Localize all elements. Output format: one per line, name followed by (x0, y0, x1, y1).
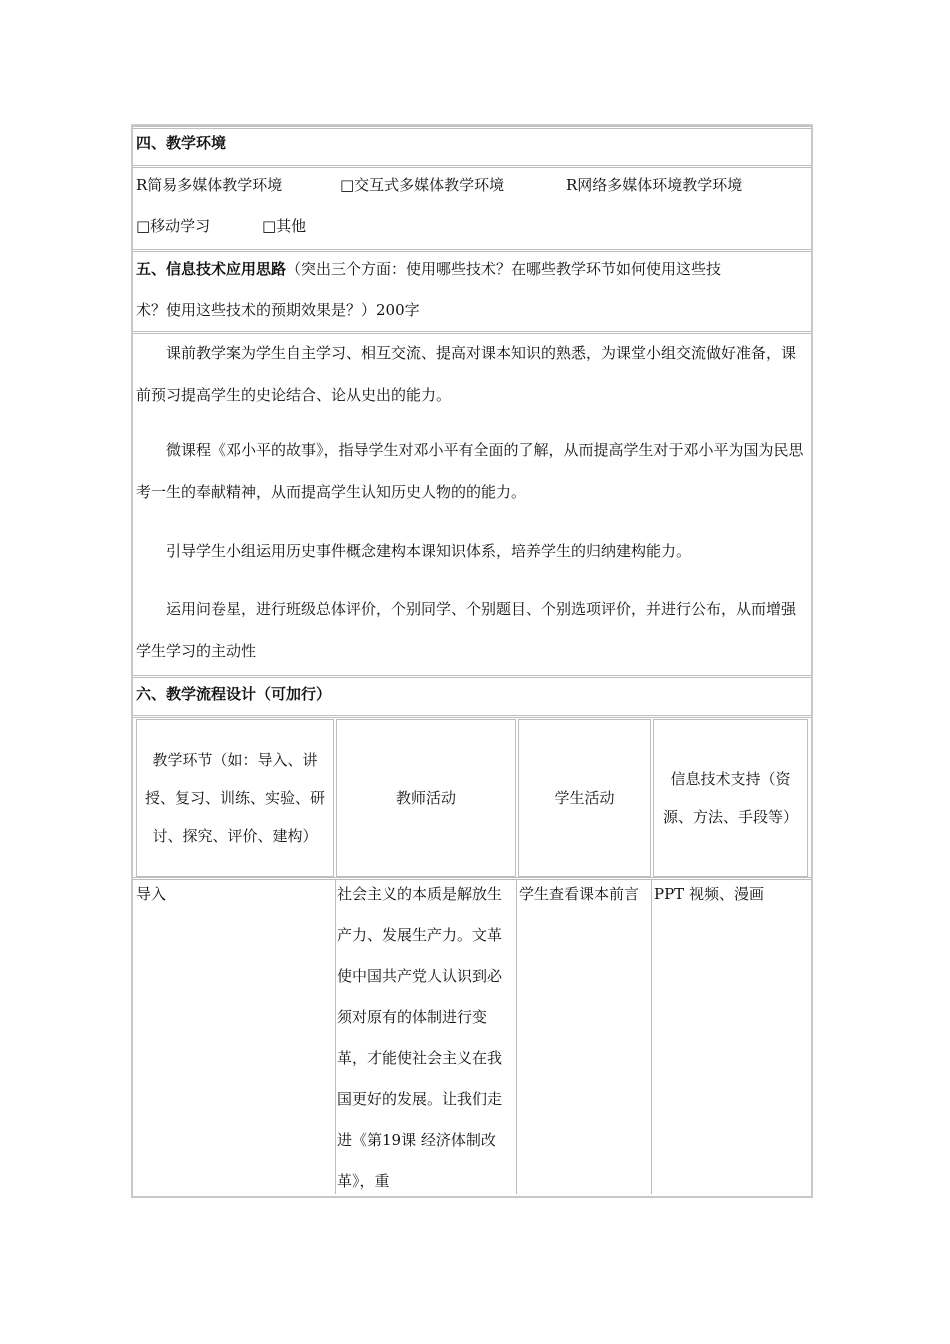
header-step (136, 719, 334, 877)
env-option-other[interactable]: □其他 (262, 217, 307, 235)
env-option-simple[interactable]: R简易多媒体教学环境 (136, 176, 283, 194)
paragraph-3: 引导学生小组运用历史事件概念建构本课知识体系，培养学生的归纳建构能力。 (166, 542, 692, 560)
section-divider (133, 126, 811, 129)
section-divider (133, 165, 811, 168)
column-divider (335, 880, 336, 1194)
section5-note-line2: 术？使用这些技术的预期效果是？）200字 (136, 301, 420, 319)
table-cell-student: 学生查看课本前言 (519, 885, 640, 903)
table-cell-teacher: 社会主义的本质是解放生产力、发展生产力。文革使中国共产党人认识到必须对原有的体制进行变革，才能使社会主义在我国更好的发展。让我们走进《第19课 经济体制改革》，重 (337, 885, 503, 1190)
section5-heading: 五、信息技术应用思路 (136, 260, 287, 278)
section5-heading-line1 (136, 258, 721, 279)
section-divider (133, 715, 811, 718)
header-tech (653, 719, 808, 877)
env-option-interactive[interactable]: □交互式多媒体教学环境 (340, 176, 505, 194)
section-divider (133, 249, 811, 252)
section4-heading: 四、教学环境 (136, 134, 227, 152)
table-cell-tech: PPT 视频、漫画 (654, 885, 764, 903)
column-divider (651, 880, 652, 1194)
table-cell-step: 导入 (136, 885, 167, 903)
header-tech-label: 信息技术支持（资源、方法、手段等） (662, 770, 798, 826)
header-student (518, 719, 651, 877)
paragraph-2: 微课程《邓小平的故事》，指导学生对邓小平有全面的了解，从而提高学生对于邓小平为国为民思考一生的奉献精神，从而提高学生认知历史人物的的能力。 (136, 441, 804, 501)
header-step-label: 教学环节（如：导入、讲授、复习、训练、实验、研讨、探究、评价、建构） (144, 751, 325, 845)
env-option-network[interactable]: R网络多媒体环境教学环境 (566, 176, 743, 194)
section6-heading: 六、教学流程设计（可加行） (136, 685, 332, 703)
header-student-label: 学生活动 (554, 789, 615, 807)
section5-note-line1: （突出三个方面：使用哪些技术？在哪些教学环节如何使用这些技 (286, 260, 722, 278)
header-teacher-label: 教师活动 (395, 789, 456, 807)
paragraph-1: 课前教学案为学生自主学习、相互交流、提高对课本知识的熟悉，为课堂小组交流做好准备，课前预习提高学生的史论结合、论从史出的能力。 (136, 344, 797, 404)
column-divider (516, 880, 517, 1194)
paragraph-4: 运用问卷星，进行班级总体评价，个别同学、个别题目、个别选项评价，并进行公布，从而增强学生学习的主动性 (136, 600, 797, 660)
env-option-mobile[interactable]: □移动学习 (136, 217, 211, 235)
header-teacher (336, 719, 516, 877)
section-divider (133, 675, 811, 678)
